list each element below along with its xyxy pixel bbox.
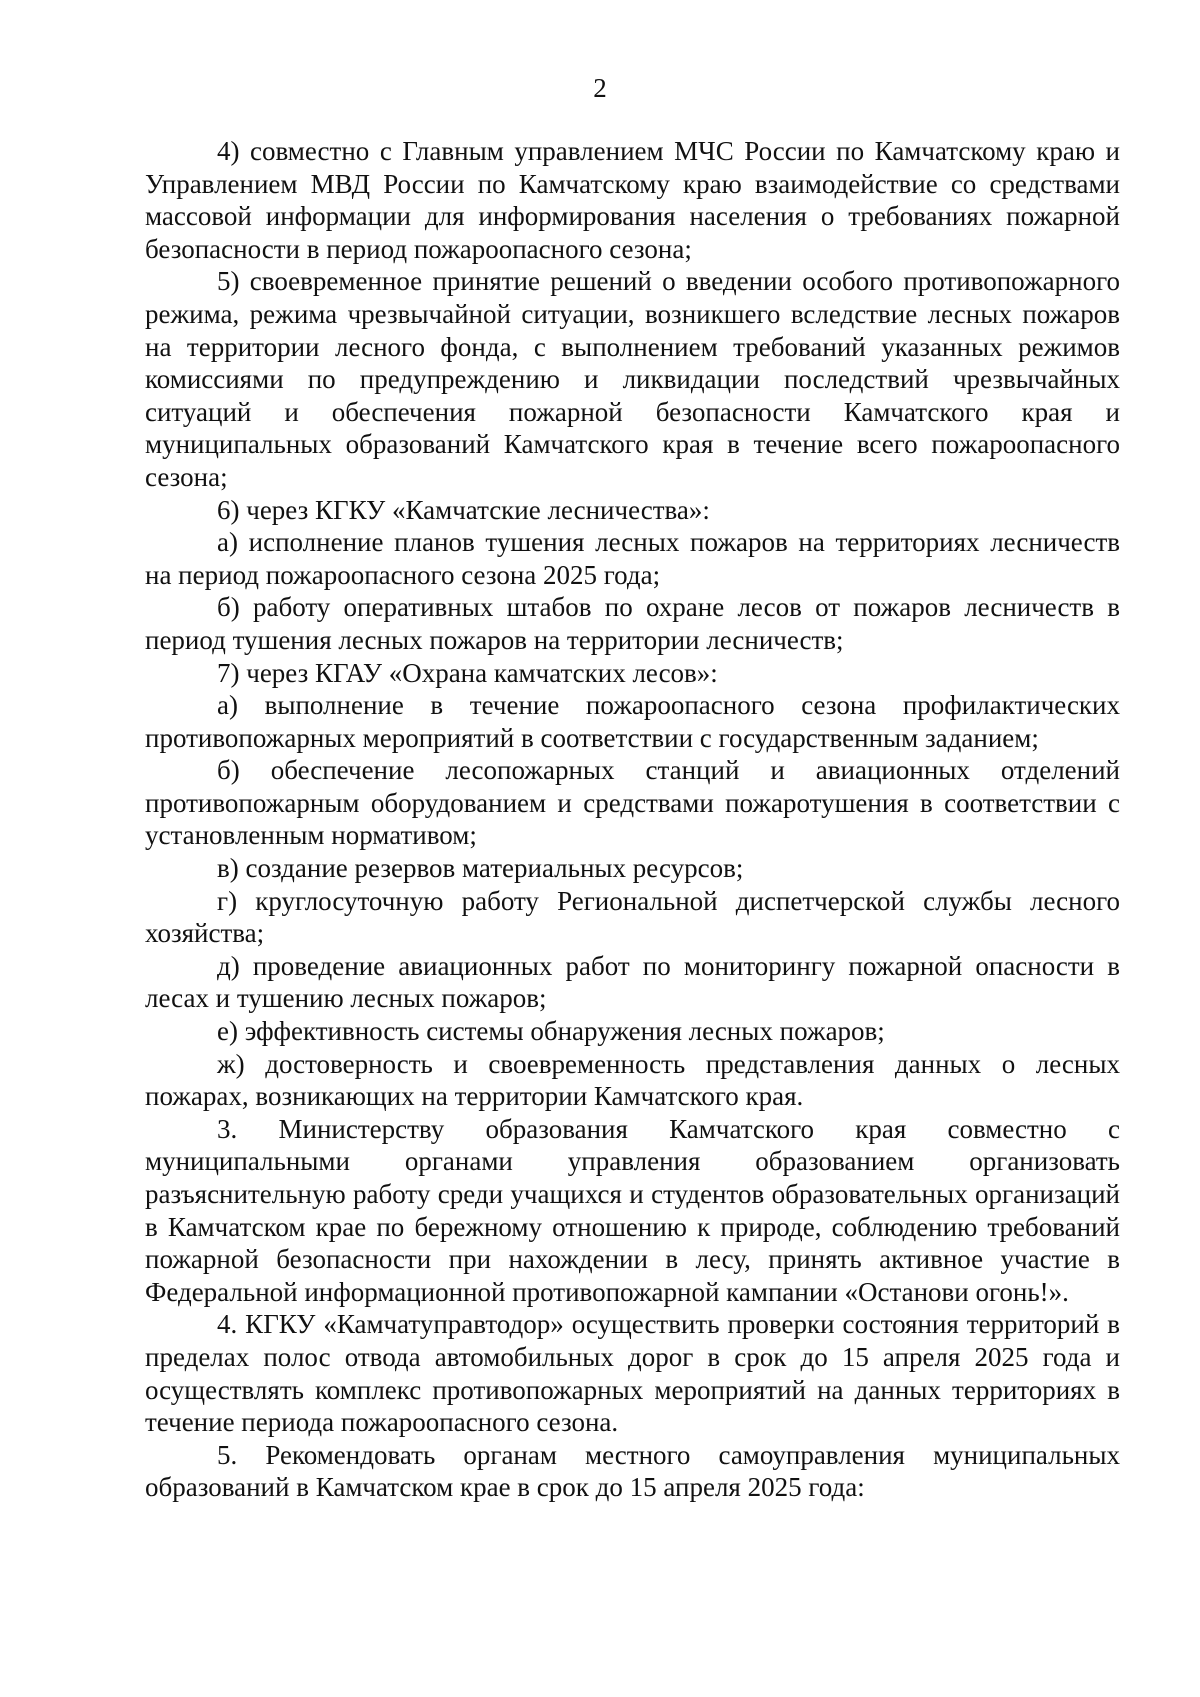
paragraph-item-7: 7) через КГАУ «Охрана камчатских лесов»: xyxy=(217,657,718,688)
paragraph-item-7v: в) создание резервов материальных ресурсов; xyxy=(217,853,744,884)
document-body xyxy=(145,135,1120,1504)
paragraph-item-7e: е) эффективность системы обнаружения лесных пожаров; xyxy=(217,1016,885,1047)
paragraph-section-3: 3. Министерству образования Камчатского края совместно с муниципальными органами управления образованием организовать разъяснительную работу среди учащихся и студентов образовательных организаций в Камчатском крае по бережному отношению к природе, соблюдению требований пожарной безопасности при нахождении в лесу, принять активное участие в Федеральной информационной противопожарной кампании «Останови огонь!». xyxy=(145,1113,1120,1307)
paragraph-section-5: 5. Рекомендовать органам местного самоуправления муниципальных образований в Камчатском крае в срок до 15 апреля 2025 года: xyxy=(145,1439,1120,1503)
paragraph-item-4: 4) совместно с Главным управлением МЧС России по Камчатскому краю и Управлением МВД России по Камчатскому краю взаимодействие со средствами массовой информации для информирования населения о требованиях пожарной безопасности в период пожароопасного сезона; xyxy=(145,136,1120,264)
paragraph-item-7b: б) обеспечение лесопожарных станций и авиационных отделений противопожарным оборудованием и средствами пожаротушения в соответствии с установленным нормативом; xyxy=(145,755,1120,851)
paragraph-item-7zh: ж) достоверность и своевременность представления данных о лесных пожарах, возникающих на территории Камчатского края. xyxy=(145,1048,1120,1112)
paragraph-section-4: 4. КГКУ «Камчатуправтодор» осуществить проверки состояния территорий в пределах полос отвода автомобильных дорог в срок до 15 апреля 2025 года и осуществлять комплекс противопожарных мероприятий на данных территориях в течение периода пожароопасного сезона. xyxy=(145,1309,1120,1438)
paragraph-item-7a: а) выполнение в течение пожароопасного сезона профилактических противопожарных мероприятий в соответствии с государственным заданием; xyxy=(145,690,1120,753)
paragraph-item-7d: д) проведение авиационных работ по мониторингу пожарной опасности в лесах и тушению лесных пожаров; xyxy=(145,950,1120,1014)
paragraph-item-6a: а) исполнение планов тушения лесных пожаров на территориях лесничеств на период пожароопасного сезона 2025 года; xyxy=(145,527,1120,590)
paragraph-item-6b: б) работу оперативных штабов по охране лесов от пожаров лесничеств в период тушения лесных пожаров на территории лесничеств; xyxy=(145,592,1120,655)
page-number: 2 xyxy=(593,73,607,103)
paragraph-item-6: 6) через КГКУ «Камчатские лесничества»: xyxy=(217,494,710,525)
paragraph-item-7g: г) круглосуточную работу Региональной диспетчерской службы лесного хозяйства; xyxy=(145,885,1120,949)
paragraph-item-5: 5) своевременное принятие решений о введении особого противопожарного режима, режима чрезвычайной ситуации, возникшего вследствие лесных пожаров на территории лесного фонда, с выполнением требований указанных режимов комиссиями по предупреждению и ликвидации последствий чрезвычайных ситуаций и обеспечения пожарной безопасности Камчатского края и муниципальных образований Камчатского края в течение всего пожароопасного сезона; xyxy=(145,266,1120,492)
